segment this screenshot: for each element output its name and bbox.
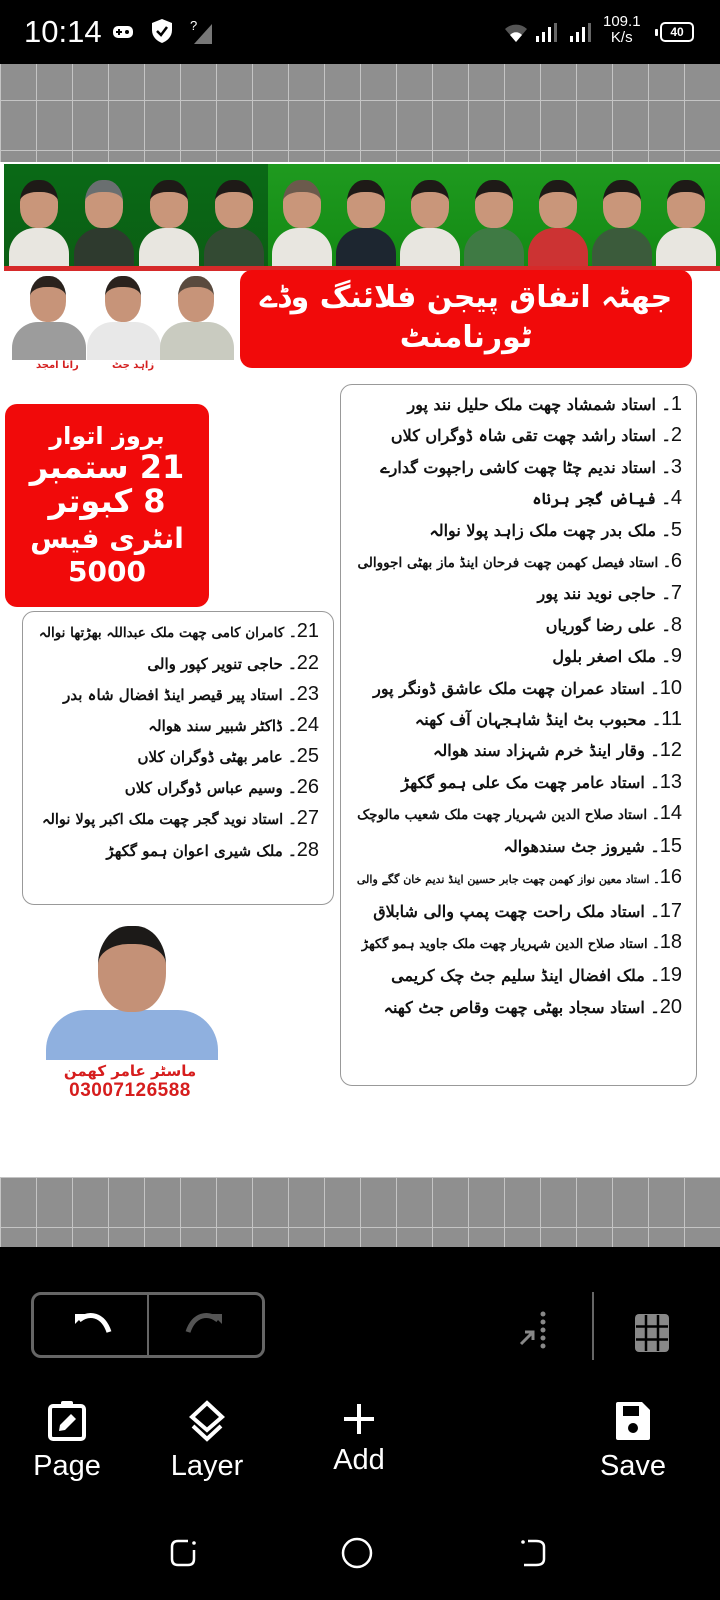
participant-name: حاجی تنویر کپور والی (147, 655, 283, 673)
banner-left-group (4, 164, 268, 268)
participant-separator: ۔ (647, 936, 660, 952)
participant-separator: ۔ (282, 842, 297, 860)
participant-number: 14 (659, 802, 682, 825)
portrait-photo (137, 172, 201, 268)
toolbar-divider (592, 1292, 594, 1360)
save-button-label: Save (599, 1450, 667, 1482)
participant-separator: ۔ (655, 426, 671, 446)
participant-separator: ۔ (282, 717, 297, 735)
undo-button[interactable] (34, 1295, 147, 1355)
portrait-photo (202, 172, 266, 268)
event-day: بروز اتوار (49, 422, 165, 450)
participant-name: ڈاکٹر شبیر سند ھوالہ (148, 717, 283, 735)
participant-name: محبوب بٹ اینڈ شاہجہان آف کھنہ (414, 710, 647, 730)
participant-item (37, 679, 319, 710)
participant-name: استاد عامر چھت مک علی ہمو گکھڑ (401, 772, 645, 792)
participant-number: 25 (296, 745, 319, 767)
participants-list-extra[interactable] (22, 611, 334, 905)
participant-number: 5 (670, 518, 682, 541)
participant-item (355, 992, 682, 1023)
participant-item (37, 772, 319, 803)
recent-apps-icon[interactable] (168, 1536, 200, 1570)
plus-icon (339, 1400, 379, 1436)
participant-name: استاد صلاح الدین شہریار چھت ملک جاوید ہمو گکھڑ (361, 936, 648, 952)
portrait-photo (334, 172, 398, 268)
participant-number: 17 (659, 899, 682, 922)
participant-number: 9 (670, 645, 682, 668)
svg-text:?: ? (190, 18, 198, 33)
portrait-photo (526, 172, 590, 268)
layer-button-label: Layer (170, 1450, 244, 1482)
participant-number: 12 (659, 739, 682, 762)
wifi-icon (503, 20, 529, 44)
participant-item (355, 927, 682, 960)
participant-number: 11 (661, 708, 682, 731)
participant-name: استاد نوید گجر چھت ملک اکبر پولا نوالہ (41, 811, 284, 828)
participant-name: ملک اصغر بلول (552, 647, 656, 667)
layer-button[interactable] (152, 1400, 262, 1483)
participant-item (355, 735, 682, 766)
participant-separator: ۔ (282, 686, 297, 704)
participant-number: 18 (659, 930, 682, 953)
shield-check-icon (150, 18, 174, 44)
no-sim-signal-icon (190, 18, 214, 46)
participant-item (355, 798, 682, 830)
participant-item (355, 610, 682, 641)
participant-separator: ۔ (649, 873, 660, 887)
gamepad-icon (112, 24, 134, 40)
network-speed-unit: K/s (610, 29, 633, 46)
participant-number: 27 (296, 807, 319, 829)
participant-item (355, 546, 682, 578)
participant-separator: ۔ (655, 647, 671, 667)
participant-name: ملک افضال اینڈ سلیم جٹ چک کریمی (391, 966, 645, 986)
participant-item (355, 578, 682, 609)
layers-icon (187, 1400, 227, 1442)
portrait-photo (7, 172, 71, 268)
organizer-photo (46, 922, 222, 1060)
participant-separator: ۔ (647, 807, 660, 824)
participants-list-main[interactable] (340, 384, 697, 1086)
portrait-photo (654, 172, 718, 268)
pigeon-count: 8 کبوتر (48, 482, 166, 520)
signal-icon (569, 22, 593, 44)
participant-separator: ۔ (644, 741, 660, 761)
network-speed (603, 14, 641, 46)
participant-name: استاد شمشاد چھت ملک حلیل نند پور (407, 395, 656, 414)
portrait-caption: زاہد جٹ (112, 360, 155, 371)
save-button[interactable] (578, 1400, 688, 1483)
save-icon (613, 1400, 653, 1442)
participant-name: علی رضا گوریاں (545, 615, 656, 635)
portrait-caption: رانا امجد (36, 360, 79, 371)
participant-item (37, 835, 319, 866)
add-button[interactable] (304, 1400, 414, 1477)
participant-separator: ۔ (655, 615, 671, 635)
home-icon[interactable] (340, 1536, 374, 1570)
small-portraits-group[interactable] (10, 272, 235, 371)
participant-item (355, 960, 682, 991)
participant-item (355, 767, 682, 798)
snap-guides-icon[interactable] (518, 1310, 552, 1350)
participant-name: استاد ملک راحت چھت پمپ والی شابلاق (373, 901, 645, 921)
event-details-box[interactable] (5, 404, 209, 607)
event-date: 21 ستمبر (29, 448, 185, 486)
participant-number: 8 (670, 613, 682, 636)
participant-item (355, 896, 682, 927)
participant-number: 1 (670, 393, 682, 415)
participant-name: شیروز جٹ سندھوالہ (503, 836, 645, 856)
organizer-contact[interactable] (40, 922, 220, 1102)
participant-separator: ۔ (282, 779, 297, 797)
participant-name: عامر بھٹی ڈوگران کلاں (137, 748, 283, 766)
tournament-title[interactable]: جھٹہ اتفاق پیجن فلائنگ وڈے ٹورنامنٹ (240, 270, 692, 368)
participant-number: 20 (659, 995, 682, 1018)
participant-name: استاد عمران چھت ملک عاشق ڈونگر پور (373, 678, 645, 698)
page-button[interactable] (12, 1400, 122, 1483)
participant-name: فیاض گجر ہرناہ (532, 489, 656, 509)
signal-icon (535, 22, 559, 44)
participant-separator: ۔ (283, 811, 297, 828)
participant-item (355, 515, 682, 546)
participant-separator: ۔ (655, 457, 671, 477)
participant-name: حاجی نوید نند پور (537, 584, 656, 604)
participant-name: استاد سجاد بھٹی چھت وقاص جٹ کھنہ (383, 997, 645, 1017)
undo-icon (69, 1310, 113, 1340)
participant-name: استاد پیر قیصر اینڈ افضال شاہ بدر (63, 686, 283, 704)
participant-separator: ۔ (284, 625, 297, 641)
back-icon[interactable] (518, 1536, 550, 1570)
participant-number: 2 (670, 424, 682, 447)
participant-separator: ۔ (644, 836, 660, 856)
participant-item (355, 831, 682, 862)
participant-item (355, 389, 682, 420)
participant-name: استاد معین نواز کھمن چھت جابر حسین اینڈ ندیم خان گگے والی (356, 873, 650, 887)
participant-name: ملک بدر چھت ملک زاہد پولا نوالہ (429, 520, 656, 540)
participant-separator: ۔ (646, 710, 662, 730)
poster-canvas[interactable] (0, 162, 720, 1177)
add-button-label: Add (333, 1444, 385, 1476)
organizer-phone: 03007126588 (69, 1080, 191, 1101)
participant-separator: ۔ (282, 655, 297, 673)
entry-fee: انٹری فیس 5000 (30, 522, 184, 588)
portrait-photo (85, 272, 163, 360)
participant-separator: ۔ (655, 584, 671, 604)
portrait-photo (72, 172, 136, 268)
participant-name: استاد راشد چھت تقی شاہ ڈوگراں کلاں (390, 426, 656, 446)
portrait-photo (10, 272, 88, 360)
status-time: 10:14 (24, 14, 102, 49)
participant-number: 13 (659, 770, 682, 793)
participant-item (37, 741, 319, 772)
page-button-label: Page (33, 1450, 101, 1482)
canvas-background-grid[interactable] (0, 1177, 720, 1247)
participant-item (37, 648, 319, 679)
participant-name: کامران کامی چھت ملک عبداللہ بھڑتھا نوالہ (38, 625, 285, 641)
portrait-photo (398, 172, 462, 268)
portrait-banner[interactable] (4, 164, 720, 268)
participant-item (355, 452, 682, 483)
participant-number: 23 (296, 683, 319, 705)
participant-item (355, 862, 682, 895)
redo-icon (184, 1310, 228, 1340)
participant-number: 19 (659, 964, 682, 987)
portrait-photo (590, 172, 654, 268)
participant-number: 15 (659, 834, 682, 857)
participant-separator: ۔ (644, 997, 660, 1017)
undo-redo-group (31, 1292, 265, 1358)
participant-name: وسیم عباس ڈوگراں کلاں (124, 779, 283, 797)
participant-separator: ۔ (644, 678, 660, 698)
participant-separator: ۔ (644, 772, 660, 792)
participant-item (355, 483, 682, 514)
participant-item (355, 704, 682, 735)
participant-item (37, 710, 319, 741)
status-bar (0, 0, 720, 64)
participant-item (355, 641, 682, 672)
participant-name: ملک شیری اعوان ہمو گکھڑ (106, 842, 283, 860)
participant-separator: ۔ (655, 520, 671, 540)
portrait-photo (462, 172, 526, 268)
participant-number: 6 (670, 550, 682, 573)
participant-separator: ۔ (658, 555, 671, 572)
participant-name: استاد فیصل کھمن چھت فرحان اینڈ ماز بھٹی اجووالی (357, 555, 659, 572)
battery-icon: 40 (660, 22, 694, 42)
canvas-background-grid[interactable] (0, 64, 720, 162)
participant-number: 4 (670, 487, 682, 510)
page-edit-icon (47, 1400, 87, 1442)
participant-number: 16 (659, 866, 682, 889)
participant-number: 3 (670, 455, 682, 478)
participant-separator: ۔ (644, 966, 660, 986)
participant-item (355, 673, 682, 704)
participant-separator: ۔ (655, 395, 671, 414)
participant-number: 22 (296, 652, 319, 674)
organizer-name: ماسٹر عامر کھمن (63, 1062, 197, 1080)
participant-separator: ۔ (655, 489, 671, 509)
portrait-photo (158, 272, 236, 360)
participant-item (37, 803, 319, 835)
participant-name: وقار اینڈ خرم شہزاد سند ھوالہ (433, 741, 645, 761)
participant-number: 7 (670, 582, 682, 605)
participant-separator: ۔ (644, 901, 660, 921)
participant-item (37, 616, 319, 648)
participant-number: 26 (296, 776, 319, 798)
portrait-photo (270, 172, 334, 268)
participant-separator: ۔ (282, 748, 297, 766)
participant-number: 21 (296, 620, 319, 642)
participant-item (355, 420, 682, 451)
network-speed-value: 109.1 (603, 13, 641, 30)
participant-name: استاد صلاح الدین شہریار چھت ملک شعیب مالوچک (357, 807, 648, 824)
participant-name: استاد ندیم چٹا چھت کاشی راجپوت گدارے (380, 457, 656, 477)
participant-number: 28 (296, 839, 319, 861)
participant-number: 10 (659, 676, 682, 699)
participant-number: 24 (296, 714, 319, 736)
banner-right-group (268, 164, 720, 268)
redo-button[interactable] (149, 1295, 262, 1355)
grid-icon[interactable] (634, 1313, 670, 1353)
